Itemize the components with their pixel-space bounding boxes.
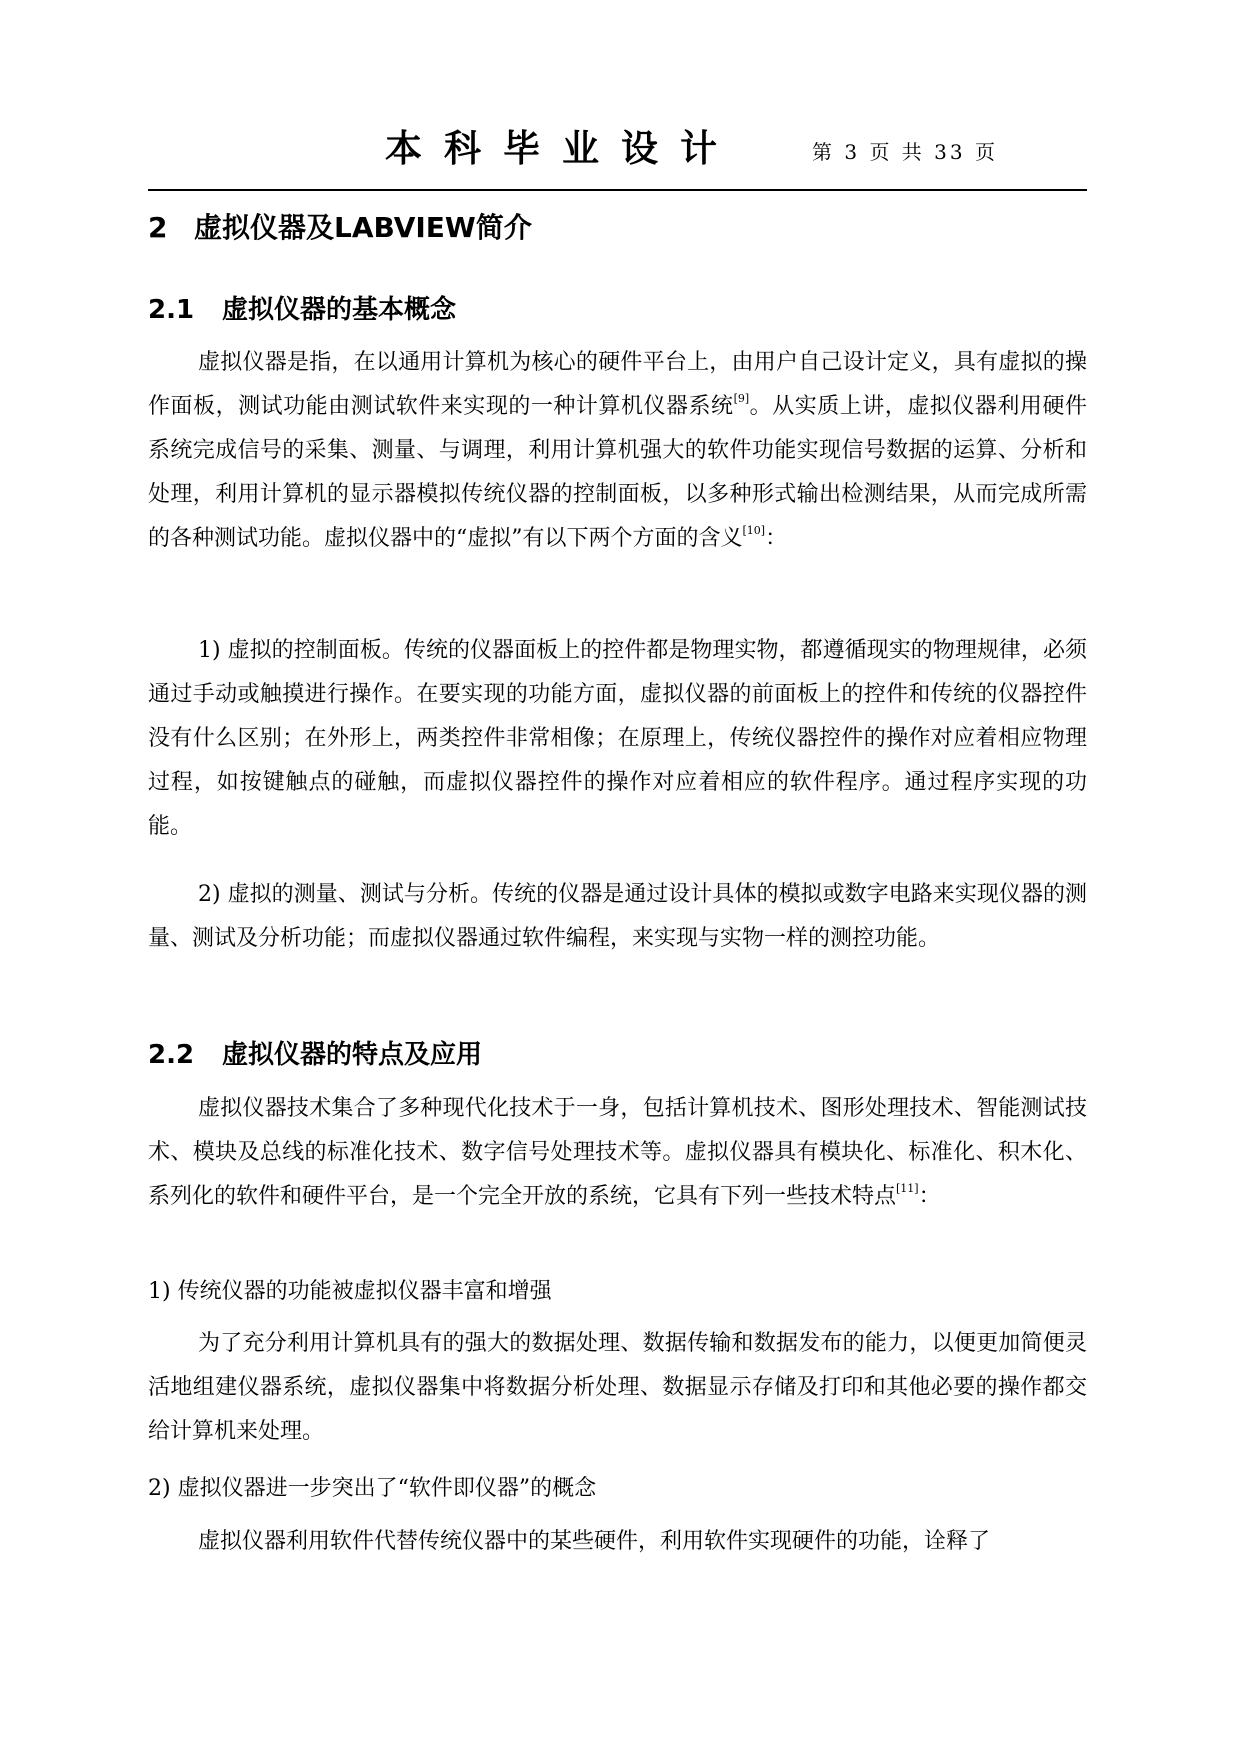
citation-11: [11] bbox=[896, 1182, 919, 1195]
section-number: 2.2 bbox=[148, 1040, 195, 1070]
item-virtual-panel: 1) 虚拟的控制面板。传统的仪器面板上的控件都是物理实物，都遵循现实的物理规律，必须通过手动或触摸进行操作。在要实现的功能方面，虚拟仪器的前面板上的控件和传统的仪器控件没有什么区别；在外形上，两类控件非常相像；在原理上，传统仪器控件的操作对应着相应物理过程，如按键触点的碰触，而虚拟仪器控件的操作对应着相应的软件程序。通过程序实现的功能。 bbox=[148, 638, 1087, 839]
section-2-1-intro bbox=[148, 341, 1087, 561]
section-title: 虚拟仪器的基本概念 bbox=[222, 295, 457, 325]
intro-text-b: ： bbox=[918, 1184, 941, 1209]
header-title: 本科毕业设计 bbox=[385, 126, 739, 170]
chapter-heading bbox=[148, 206, 532, 246]
point-2-body: 虚拟仪器利用软件代替传统仪器中的某些硬件，利用软件实现硬件的功能，诠释了 bbox=[198, 1529, 991, 1554]
intro-text-a: 虚拟仪器技术集合了多种现代化技术于一身，包括计算机技术、图形处理技术、智能测试技术、模块及总线的标准化技术、数字信号处理技术等。虚拟仪器具有模块化、标准化、积木化、系列化的软件和硬件平台，是一个完全开放的系统，它具有下列一些技术特点 bbox=[148, 1096, 1087, 1209]
header-divider bbox=[148, 189, 1087, 191]
intro-text-a: 虚拟仪器是指，在以通用计算机为核心的硬件平台上，由用户自己设计定义，具有虚拟的操作面板，测试功能由测试软件来实现的一种计算机仪器系统 bbox=[148, 350, 1087, 419]
point-1-body: 为了充分利用计算机具有的强大的数据处理、数据传输和数据发布的能力，以便更加简便灵活地组建仪器系统，虚拟仪器集中将数据分析处理、数据显示存储及打印和其他必要的操作都交给计算机来处理。 bbox=[148, 1331, 1087, 1444]
citation-10: [10] bbox=[742, 524, 766, 537]
chapter-title: 虚拟仪器及LABVIEW简介 bbox=[194, 211, 532, 244]
point-2-title: 2) 虚拟仪器进一步突出了“软件即仪器”的概念 bbox=[148, 1476, 597, 1501]
item-virtual-measurement: 2) 虚拟的测量、测试与分析。传统的仪器是通过设计具体的模拟或数字电路来实现仪器的测量、测试及分析功能；而虚拟仪器通过软件编程，来实现与实物一样的测控功能。 bbox=[148, 882, 1087, 951]
section-2-2-heading bbox=[148, 1034, 482, 1071]
intro-text-c: ： bbox=[765, 526, 788, 551]
section-number: 2.1 bbox=[148, 295, 195, 325]
point-1-title: 1) 传统仪器的功能被虚拟仪器丰富和增强 bbox=[148, 1279, 552, 1304]
section-2-2-intro bbox=[148, 1087, 1087, 1219]
intro-text-b: 。从实质上讲，虚拟仪器利用硬件系统完成信号的采集、测量、与调理，利用计算机强大的软件功能实现信号数据的运算、分析和处理，利用计算机的显示器模拟传统仪器的控制面板，以多种形式输出检测结果，从而完成所需的各种测试功能。虚拟仪器中的“虚拟”有以下两个方面的含义 bbox=[148, 394, 1087, 551]
page-number: 第 3 页 共 33 页 bbox=[812, 140, 998, 164]
section-title: 虚拟仪器的特点及应用 bbox=[222, 1040, 483, 1070]
citation-9: [9] bbox=[733, 392, 750, 405]
section-2-1-heading bbox=[148, 289, 456, 326]
chapter-number: 2 bbox=[148, 211, 168, 244]
